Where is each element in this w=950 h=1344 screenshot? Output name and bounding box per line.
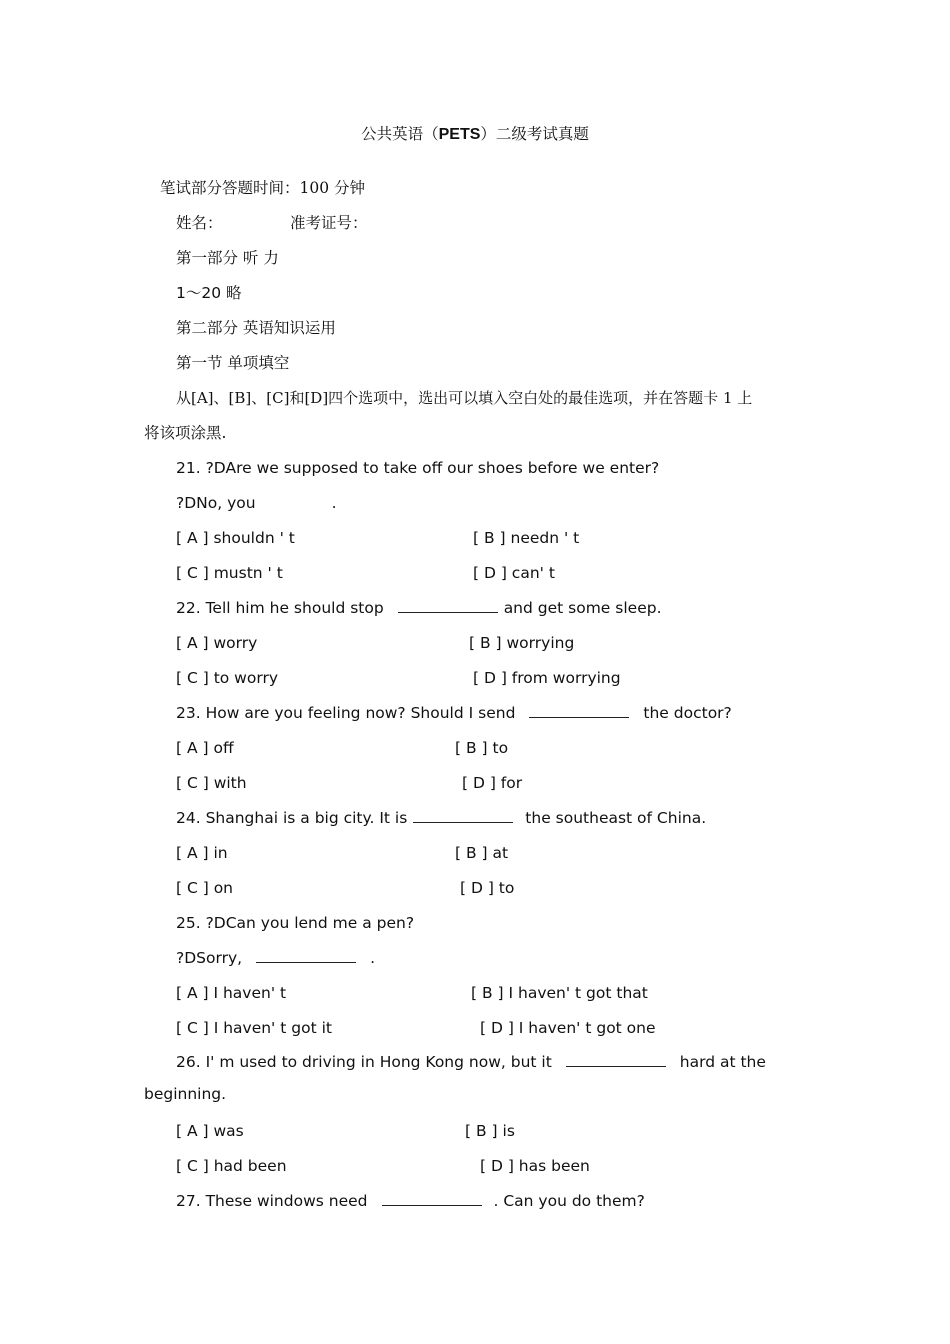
option: [ C ] with xyxy=(176,774,247,792)
option: [ B ] at xyxy=(455,844,509,862)
part1-heading: 第一部分 听 力 xyxy=(176,249,279,267)
option: [ C ] on xyxy=(176,879,234,897)
stem-text: ?DNo, you xyxy=(176,494,256,512)
question-stem xyxy=(176,703,732,723)
question-stem xyxy=(176,493,337,513)
option: [ B ] I haven' t got that xyxy=(471,984,648,1002)
stem-text: and get some sleep. xyxy=(503,599,662,617)
answer-blank xyxy=(382,1191,482,1206)
question-stem xyxy=(176,1191,645,1211)
question-stem: 25. ?DCan you lend me a pen? xyxy=(176,914,415,932)
option: [ D ] has been xyxy=(480,1157,590,1175)
question-stem xyxy=(176,598,662,618)
stem-text: . xyxy=(331,494,337,512)
option: [ D ] for xyxy=(462,774,523,792)
question-stem xyxy=(176,948,375,968)
instruction-line: 从[A]、[B]、[C]和[D]四个选项中，选出可以填入空白处的最佳选项，并在答题卡 1 上 xyxy=(176,389,753,407)
option: [ B ] to xyxy=(455,739,509,757)
title-prefix: 公共英语（ xyxy=(361,125,439,143)
answer-blank xyxy=(398,598,498,613)
part1-note: 1～20 略 xyxy=(176,284,242,302)
option: [ D ] from worrying xyxy=(473,669,621,687)
stem-text: 23. How are you feeling now? Should I send xyxy=(176,704,516,722)
stem-text: hard at the xyxy=(679,1053,766,1071)
part2-heading: 第二部分 英语知识运用 xyxy=(176,319,336,337)
option: [ D ] to xyxy=(460,879,515,897)
option: [ B ] is xyxy=(465,1122,515,1140)
title-suffix: ）二级考试真题 xyxy=(480,125,589,143)
stem-text: 24. Shanghai is a big city. It is xyxy=(176,809,408,827)
time-note: 笔试部分答题时间：100 分钟 xyxy=(160,179,366,197)
answer-blank xyxy=(413,808,513,823)
option: [ C ] mustn ' t xyxy=(176,564,283,582)
id-label: 准考证号： xyxy=(290,214,368,232)
name-label: 姓名： xyxy=(176,214,223,232)
option: [ D ] I haven' t got one xyxy=(480,1019,656,1037)
answer-blank xyxy=(256,948,356,963)
stem-text: . xyxy=(370,949,375,967)
option: [ C ] I haven' t got it xyxy=(176,1019,332,1037)
option: [ C ] to worry xyxy=(176,669,278,687)
page-title xyxy=(0,122,950,144)
option: [ A ] off xyxy=(176,739,234,757)
question-stem xyxy=(176,1052,766,1072)
option: [ A ] in xyxy=(176,844,228,862)
stem-text: 27. These windows need xyxy=(176,1192,368,1210)
stem-text: . Can you do them? xyxy=(493,1192,645,1210)
instruction-line: 将该项涂黑. xyxy=(144,424,227,442)
stem-text: 26. I' m used to driving in Hong Kong now, but it xyxy=(176,1053,552,1071)
answer-blank xyxy=(529,703,629,718)
stem-text: the doctor? xyxy=(643,704,732,722)
option: [ A ] worry xyxy=(176,634,258,652)
question-stem: beginning. xyxy=(144,1085,227,1103)
question-stem xyxy=(176,808,706,828)
stem-text: the southeast of China. xyxy=(525,809,707,827)
section1-heading: 第一节 单项填空 xyxy=(176,354,290,372)
question-stem: 21. ?DAre we supposed to take off our shoes before we enter? xyxy=(176,459,660,477)
option: [ A ] I haven' t xyxy=(176,984,287,1002)
option: [ B ] needn ' t xyxy=(473,529,580,547)
title-latin: PETS xyxy=(438,126,481,143)
option: [ C ] had been xyxy=(176,1157,287,1175)
answer-blank xyxy=(566,1052,666,1067)
option: [ D ] can' t xyxy=(473,564,555,582)
option: [ B ] worrying xyxy=(469,634,575,652)
stem-text: 22. Tell him he should stop xyxy=(176,599,384,617)
option: [ A ] was xyxy=(176,1122,244,1140)
stem-text: ?DSorry, xyxy=(176,949,243,967)
option: [ A ] shouldn ' t xyxy=(176,529,295,547)
